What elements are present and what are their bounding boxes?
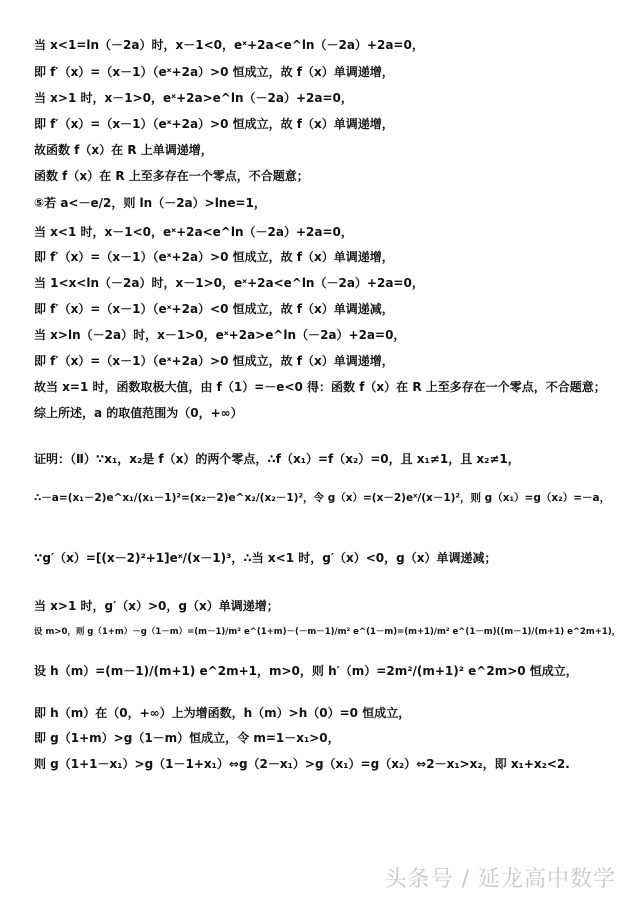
- text-line: 则 g（1+1－x₁）>g（1－1+x₁）⇔g（2－x₁）>g（x₁）=g（x₂）⇔2－x₁>x₂，即 x₁+x₂<2.: [34, 757, 570, 771]
- text-line: 故当 x=1 时，函数取极大值，由 f（1）=－e<0 得：函数 f（x）在 R 上至多存在一个零点，不合题意；: [34, 380, 606, 394]
- text-line: 故函数 f（x）在 R 上单调递增，: [34, 143, 213, 157]
- text-line: 当 x<1=ln（－2a）时，x－1<0，eˣ+2a<e^ln（－2a）+2a=0，: [34, 38, 424, 52]
- text-line: 即 f′（x）=（x－1）（eˣ+2a）>0 恒成立，故 f（x）单调递增，: [34, 117, 394, 131]
- formula-line: 设 h（m）=(m－1)/(m+1) e^2m+1，m>0，则 h′（m）=2m²/(m+1)² e^2m>0 恒成立，: [34, 664, 578, 678]
- text-line: 即 f′（x）=（x－1）（eˣ+2a）<0 恒成立，故 f（x）单调递减，: [34, 302, 394, 316]
- text-line: 即 h（m）在（0，+∞）上为增函数，h（m）>h（0）=0 恒成立，: [34, 706, 411, 720]
- text-line: 综上所述，a 的取值范围为（0，+∞）: [34, 406, 243, 420]
- text-line: 证明：（Ⅱ）∵x₁，x₂是 f（x）的两个零点，∴f（x₁）=f（x₂）=0，且 x₁≠1，且 x₂≠1，: [34, 452, 520, 466]
- watermark: 头条号 / 延龙高中数学: [384, 867, 616, 892]
- text-line: ⑤若 a<－e/2，则 ln（－2a）>lne=1，: [34, 196, 266, 210]
- text-line: 即 g（1+m）>g（1－m）恒成立，令 m=1－x₁>0，: [34, 731, 340, 745]
- formula-line: ∴－a=(x₁－2)e^x₁/(x₁－1)²=(x₂－2)e^x₂/(x₂－1)²，令 g（x）=(x－2)eˣ/(x－1)²，则 g（x₁）=g（x₂）=－a，: [34, 492, 611, 504]
- text-line: 即 f′（x）=（x－1）（eˣ+2a）>0 恒成立，故 f（x）单调递增，: [34, 354, 394, 368]
- text-line: 函数 f（x）在 R 上至多存在一个零点，不合题意；: [34, 169, 309, 183]
- text-line: 当 1<x<ln（－2a）时，x－1>0，eˣ+2a<e^ln（－2a）+2a=0，: [34, 276, 424, 290]
- text-line: 即 f′（x）=（x－1）（eˣ+2a）>0 恒成立，故 f（x）单调递增，: [34, 250, 394, 264]
- text-line: 当 x>1 时，g′（x）>0，g（x）单调递增；: [34, 599, 279, 613]
- text-line: 即 f′（x）=（x－1）（eˣ+2a）>0 恒成立，故 f（x）单调递增，: [34, 65, 394, 79]
- formula-line: ∵g′（x）=[(x－2)²+1]eˣ/(x－1)³，∴当 x<1 时，g′（x）<0，g（x）单调递减；: [34, 551, 497, 565]
- text-line: 当 x>1 时，x－1>0，eˣ+2a>e^ln（－2a）+2a=0，: [34, 91, 353, 105]
- text-line: 当 x>ln（－2a）时，x－1>0，eˣ+2a>e^ln（－2a）+2a=0，: [34, 328, 406, 342]
- text-line: 当 x<1 时，x－1<0，eˣ+2a<e^ln（－2a）+2a=0，: [34, 225, 353, 239]
- formula-line: 设 m>0，则 g（1+m）－g（1－m）=(m－1)/m² e^(1+m)－(－m－1)/m² e^(1－m)=(m+1)/m² e^(1－m)((m－1)/(m+1) e^2m+1)，: [34, 627, 621, 637]
